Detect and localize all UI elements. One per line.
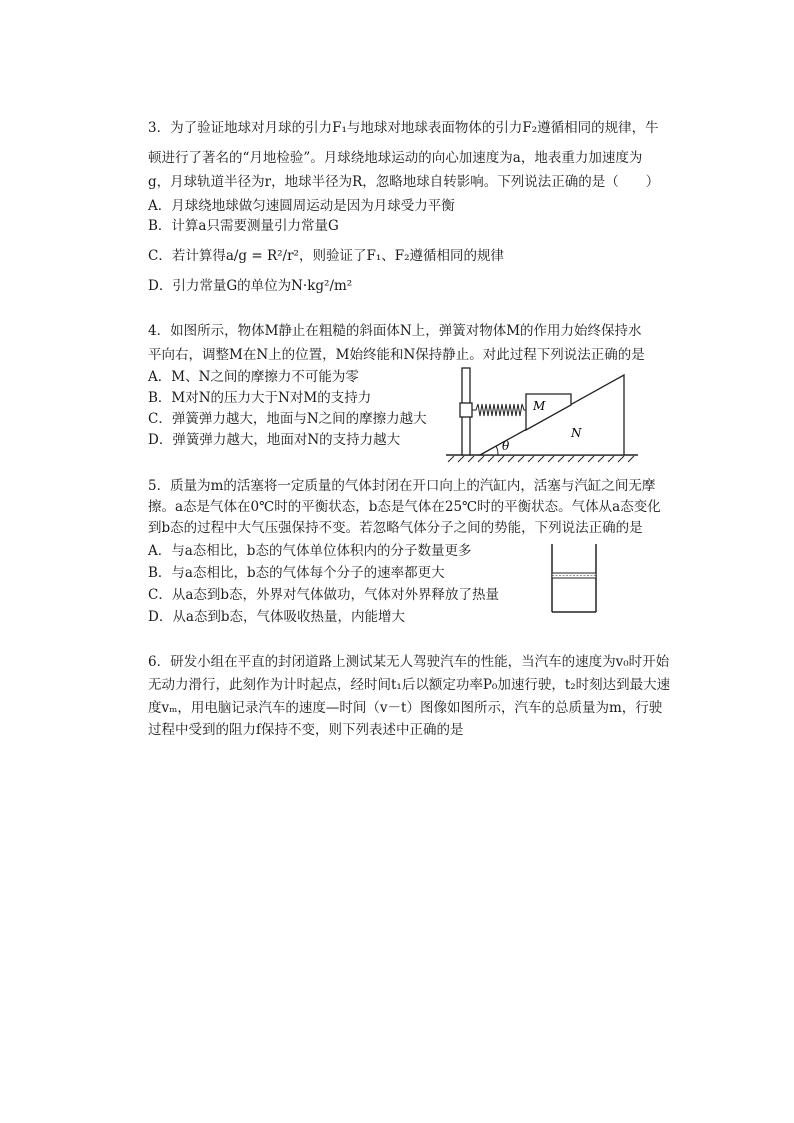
q4-option-c: C．弹簧弹力越大，地面与N之间的摩擦力越大 [148, 411, 427, 427]
q6-line-2: 无动力滑行，此刻作为计时起点，经时间t₁后以额定功率P₀加速行驶，t₂时刻达到最大速 [148, 677, 671, 693]
q5-line-2: 擦。a态是气体在0℃时的平衡状态，b态是气体在25℃时的平衡状态。气体从a态变化 [148, 499, 661, 515]
label-n: N [571, 426, 582, 440]
q3-option-a: A．月球绕地球做匀速圆周运动是因为月球受力平衡 [148, 198, 455, 214]
spring-mount [460, 403, 472, 417]
q4-line-1: 4．如图所示，物体M静止在粗糙的斜面体N上，弹簧对物体M的作用力始终保持水 [148, 323, 642, 339]
cylinder-piston-figure [544, 540, 604, 616]
q5-line-1: 5．质量为m的活塞将一定质量的气体封闭在开口向上的汽缸内，活塞与汽缸之间无摩 [148, 478, 656, 494]
q6-line-3: 度vₘ，用电脑记录汽车的速度—时间（v－t）图像如图所示，汽车的总质量为m，行驶 [148, 700, 663, 716]
q3-line-3: g，月球轨道半径为r，地球半径为R，忽略地球自转影响。下列说法正确的是（ ） [148, 174, 660, 190]
label-m: M [533, 399, 546, 413]
q4-line-2: 平向右，调整M在N上的位置，M始终能和N保持静止。对此过程下列说法正确的是 [148, 347, 645, 363]
q5-option-d: D．从a态到b态，气体吸收热量，内能增大 [148, 609, 406, 625]
q5-option-c: C．从a态到b态，外界对气体做功，气体对外界释放了热量 [148, 587, 500, 603]
q3-line-1: 3．为了验证地球对月球的引力F₁与地球对地球表面物体的引力F₂遵循相同的规律，牛 [148, 120, 659, 136]
q4-option-b: B．M对N的压力大于N对M的支持力 [148, 390, 372, 406]
q3-option-d: D．引力常量G的单位为N·kg²/m² [148, 278, 353, 294]
label-theta: θ [502, 439, 510, 453]
q4-option-a: A．M、N之间的摩擦力不可能为零 [148, 369, 359, 385]
spring [472, 404, 526, 416]
q5-line-3: 到b态的过程中大气压强保持不变。若忽略气体分子之间的势能，下列说法正确的是 [148, 520, 643, 536]
q4-option-d: D．弹簧弹力越大，地面对N的支持力越大 [148, 432, 401, 448]
q5-option-a: A．与a态相比，b态的气体单位体积内的分子数量更多 [148, 543, 472, 559]
incline-spring-figure [440, 362, 640, 466]
q3-option-b: B．计算a只需要测量引力常量G [148, 218, 339, 234]
q6-line-1: 6．研发小组在平直的封闭道路上测试某无人驾驶汽车的性能，当汽车的速度为v₀时开始 [148, 654, 670, 670]
ground-hatching [448, 456, 634, 462]
q3-option-c: C．若计算得a/g = R²/r²，则验证了F₁、F₂遵循相同的规律 [148, 248, 505, 264]
q6-line-4: 过程中受到的阻力f保持不变，则下列表述中正确的是 [148, 722, 464, 738]
q5-option-b: B．与a态相比，b态的气体每个分子的速率都更大 [148, 565, 445, 581]
q3-line-2: 顿进行了著名的“月地检验”。月球绕地球运动的向心加速度为a，地表重力加速度为 [148, 150, 643, 166]
